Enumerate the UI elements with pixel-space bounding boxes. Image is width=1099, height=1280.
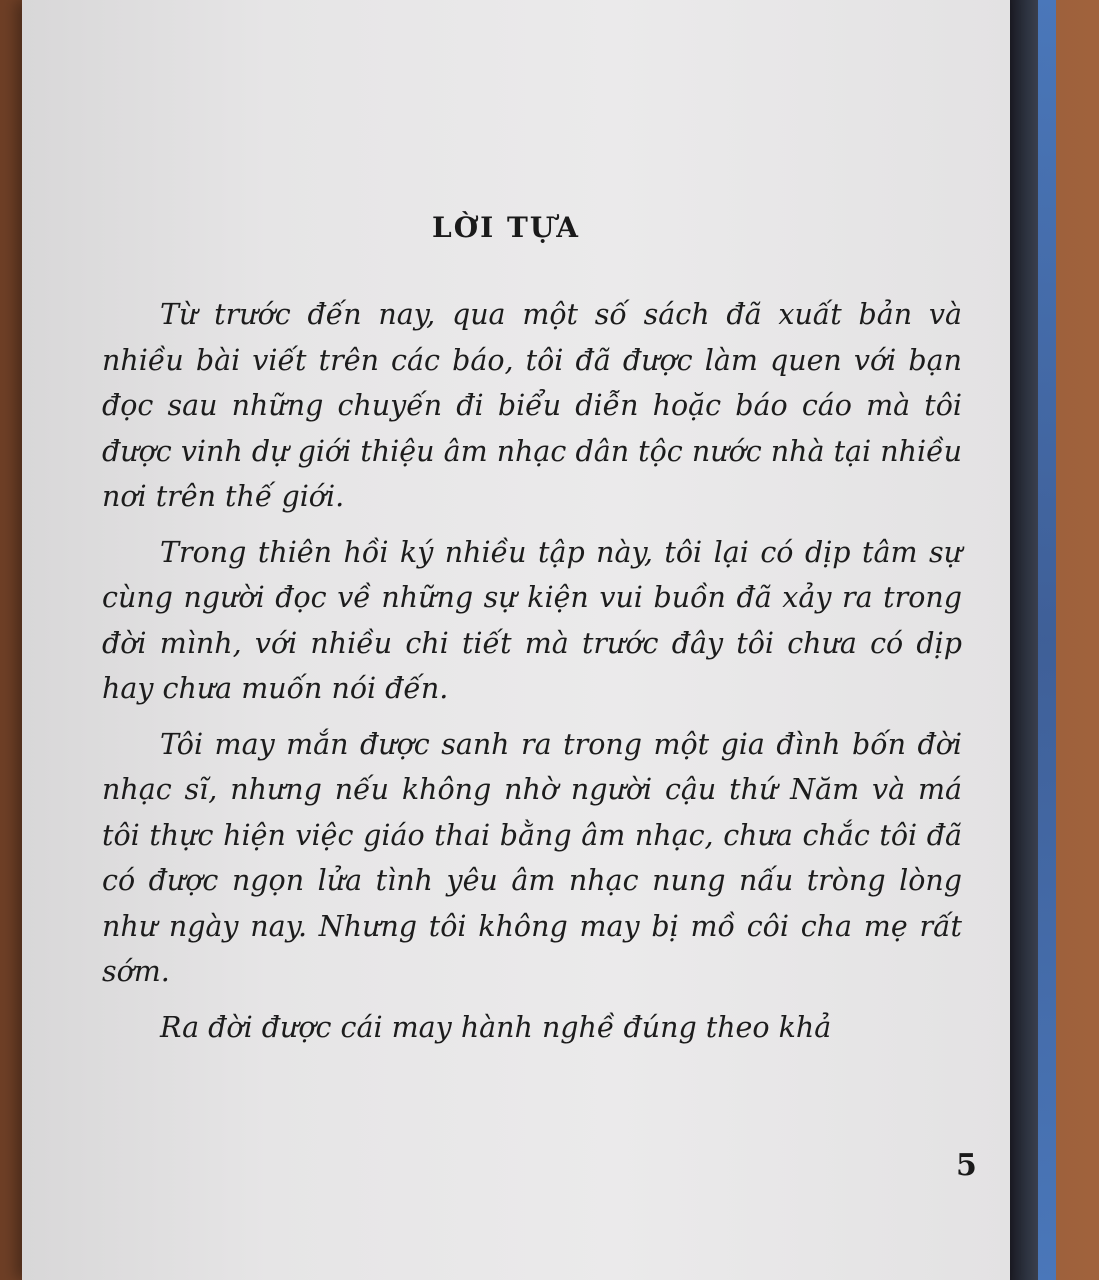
chapter-title: LỜI TỰA: [432, 210, 580, 244]
body-text: [102, 292, 962, 1050]
page-number: 5: [956, 1148, 977, 1183]
paragraph-1: Từ trước đến nay, qua một số sách đã xuất bản và nhiều bài viết trên các báo, tôi đã được làm quen với bạn đọc sau những chuyến đi biểu diễn hoặc báo cáo mà tôi được vinh dự giới thiệu âm nhạc dân tộc nước nhà tại nhiều nơi trên thế giới.: [102, 298, 962, 513]
book-spine: [1010, 0, 1038, 1280]
paragraph-2: Trong thiên hồi ký nhiều tập này, tôi lại có dịp tâm sự cùng người đọc về những sự kiện vui buồn đã xảy ra trong đời mình, với nhiều chi tiết mà trước đây tôi chưa có dịp hay chưa muốn nói đến.: [102, 535, 962, 705]
book-page: [22, 0, 1010, 1280]
paragraph-4: Ra đời được cái may hành nghề đúng theo khả: [160, 1010, 832, 1044]
paragraph-3: Tôi may mắn được sanh ra trong một gia đình bốn đời nhạc sĩ, nhưng nếu không nhờ người cậu thứ Năm và má tôi thực hiện việc giáo thai bằng âm nhạc, chưa chắc tôi đã có được ngọn lửa tình yêu âm nhạc nung nấu tròng lòng như ngày nay. Nhưng tôi không may bị mồ côi cha mẹ rất sớm.: [102, 727, 962, 988]
book-cover-edge: [1038, 0, 1056, 1280]
